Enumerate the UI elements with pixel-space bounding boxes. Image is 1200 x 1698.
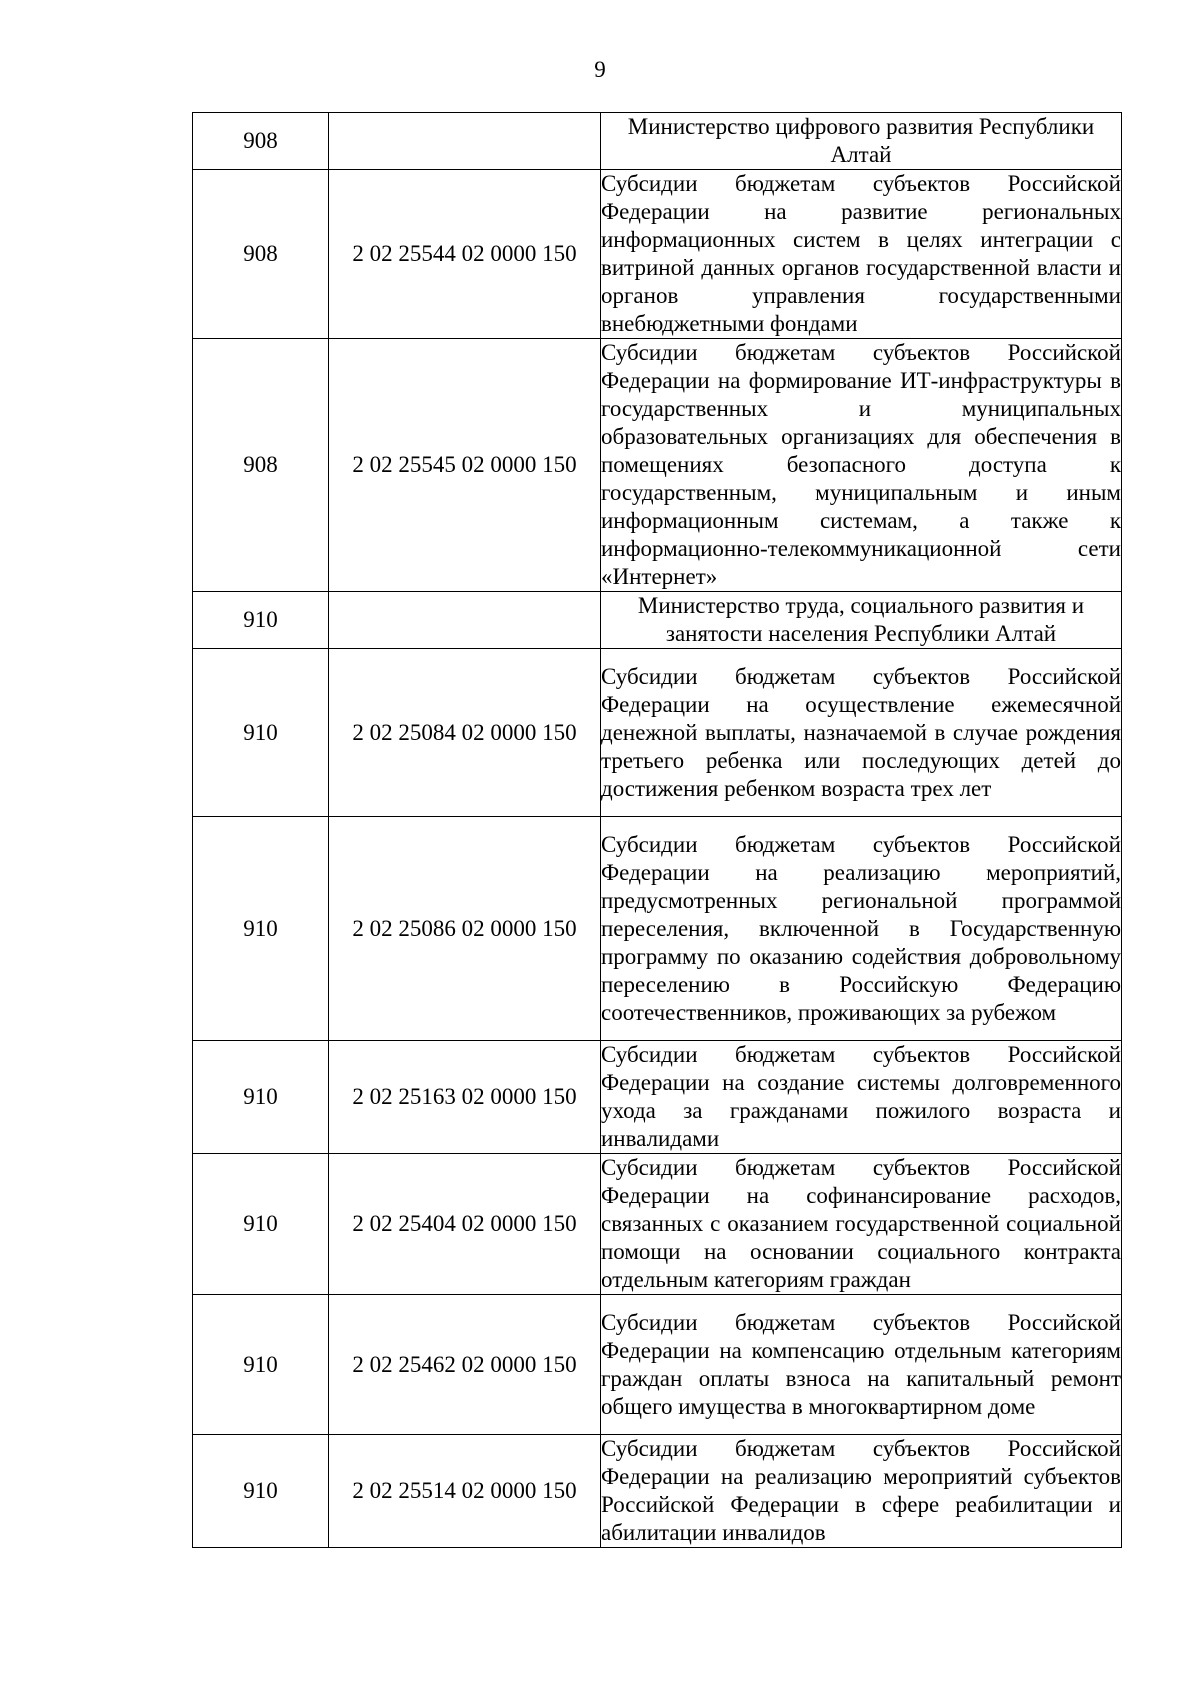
- revenue-name-cell: Субсидии бюджетам субъектов Российской Федерации на реализацию мероприятий субъектов Российской Федерации в сфере реабилитации и абилитации инвалидов: [601, 1435, 1122, 1548]
- admin-code-cell: 910: [193, 1041, 329, 1154]
- revenue-name-cell: Субсидии бюджетам субъектов Российской Федерации на формирование ИТ-инфраструктуры в государственных и муниципальных образовательных организациях для обеспечения в помещениях безопасного доступа к государственным, муниципальным и иным информационным системам, а также к информационно-телекоммуникационной сети «Интернет»: [601, 339, 1122, 592]
- ministry-name-cell: Министерство труда, социального развития и занятости населения Республики Алтай: [601, 592, 1122, 649]
- table-row: [193, 170, 1122, 339]
- table-row: [193, 1435, 1122, 1548]
- table-row: [193, 1295, 1122, 1435]
- budget-classification-table: [192, 112, 1122, 1548]
- admin-code-cell: 908: [193, 170, 329, 339]
- table-row: [193, 1041, 1122, 1154]
- table-row-ministry-header: [193, 592, 1122, 649]
- budget-code-cell: 2 02 25544 02 0000 150: [329, 170, 601, 339]
- revenue-name-cell: Субсидии бюджетам субъектов Российской Федерации на осуществление ежемесячной денежной выплаты, назначаемой в случае рождения третьего ребенка или последующих детей до достижения ребенком возраста трех лет: [601, 649, 1122, 817]
- revenue-name-cell: Субсидии бюджетам субъектов Российской Федерации на компенсацию отдельным категориям граждан оплаты взноса на капитальный ремонт общего имущества в многоквартирном доме: [601, 1295, 1122, 1435]
- revenue-name-cell: Субсидии бюджетам субъектов Российской Федерации на реализацию мероприятий, предусмотренных региональной программой переселения, включенной в Государственную программу по оказанию содействия добровольному переселению в Российскую Федерацию соотечественников, проживающих за рубежом: [601, 817, 1122, 1041]
- budget-code-cell: 2 02 25545 02 0000 150: [329, 339, 601, 592]
- admin-code-cell: 910: [193, 1154, 329, 1295]
- revenue-name-cell: Субсидии бюджетам субъектов Российской Федерации на софинансирование расходов, связанных с оказанием государственной социальной помощи на основании социального контракта отдельным категориям граждан: [601, 1154, 1122, 1295]
- budget-code-cell: [329, 592, 601, 649]
- admin-code-cell: 910: [193, 1295, 329, 1435]
- table-row: [193, 649, 1122, 817]
- table-row: [193, 339, 1122, 592]
- admin-code-cell: 910: [193, 1435, 329, 1548]
- table-row: [193, 1154, 1122, 1295]
- budget-code-cell: 2 02 25462 02 0000 150: [329, 1295, 601, 1435]
- revenue-name-cell: Субсидии бюджетам субъектов Российской Федерации на развитие региональных информационных систем в целях интеграции с витриной данных органов государственной власти и органов управления государственными внебюджетными фондами: [601, 170, 1122, 339]
- table-row-ministry-header: [193, 113, 1122, 170]
- admin-code-cell: 910: [193, 649, 329, 817]
- ministry-name-cell: Министерство цифрового развития Республики Алтай: [601, 113, 1122, 170]
- budget-code-cell: 2 02 25404 02 0000 150: [329, 1154, 601, 1295]
- admin-code-cell: 908: [193, 339, 329, 592]
- table-row: [193, 817, 1122, 1041]
- admin-code-cell: 910: [193, 592, 329, 649]
- revenue-name-cell: Субсидии бюджетам субъектов Российской Федерации на создание системы долговременного ухода за гражданами пожилого возраста и инвалидами: [601, 1041, 1122, 1154]
- admin-code-cell: 910: [193, 817, 329, 1041]
- budget-code-cell: 2 02 25163 02 0000 150: [329, 1041, 601, 1154]
- budget-code-cell: [329, 113, 601, 170]
- page-number: 9: [594, 57, 606, 82]
- budget-code-cell: 2 02 25086 02 0000 150: [329, 817, 601, 1041]
- budget-code-cell: 2 02 25084 02 0000 150: [329, 649, 601, 817]
- admin-code-cell: 908: [193, 113, 329, 170]
- budget-code-cell: 2 02 25514 02 0000 150: [329, 1435, 601, 1548]
